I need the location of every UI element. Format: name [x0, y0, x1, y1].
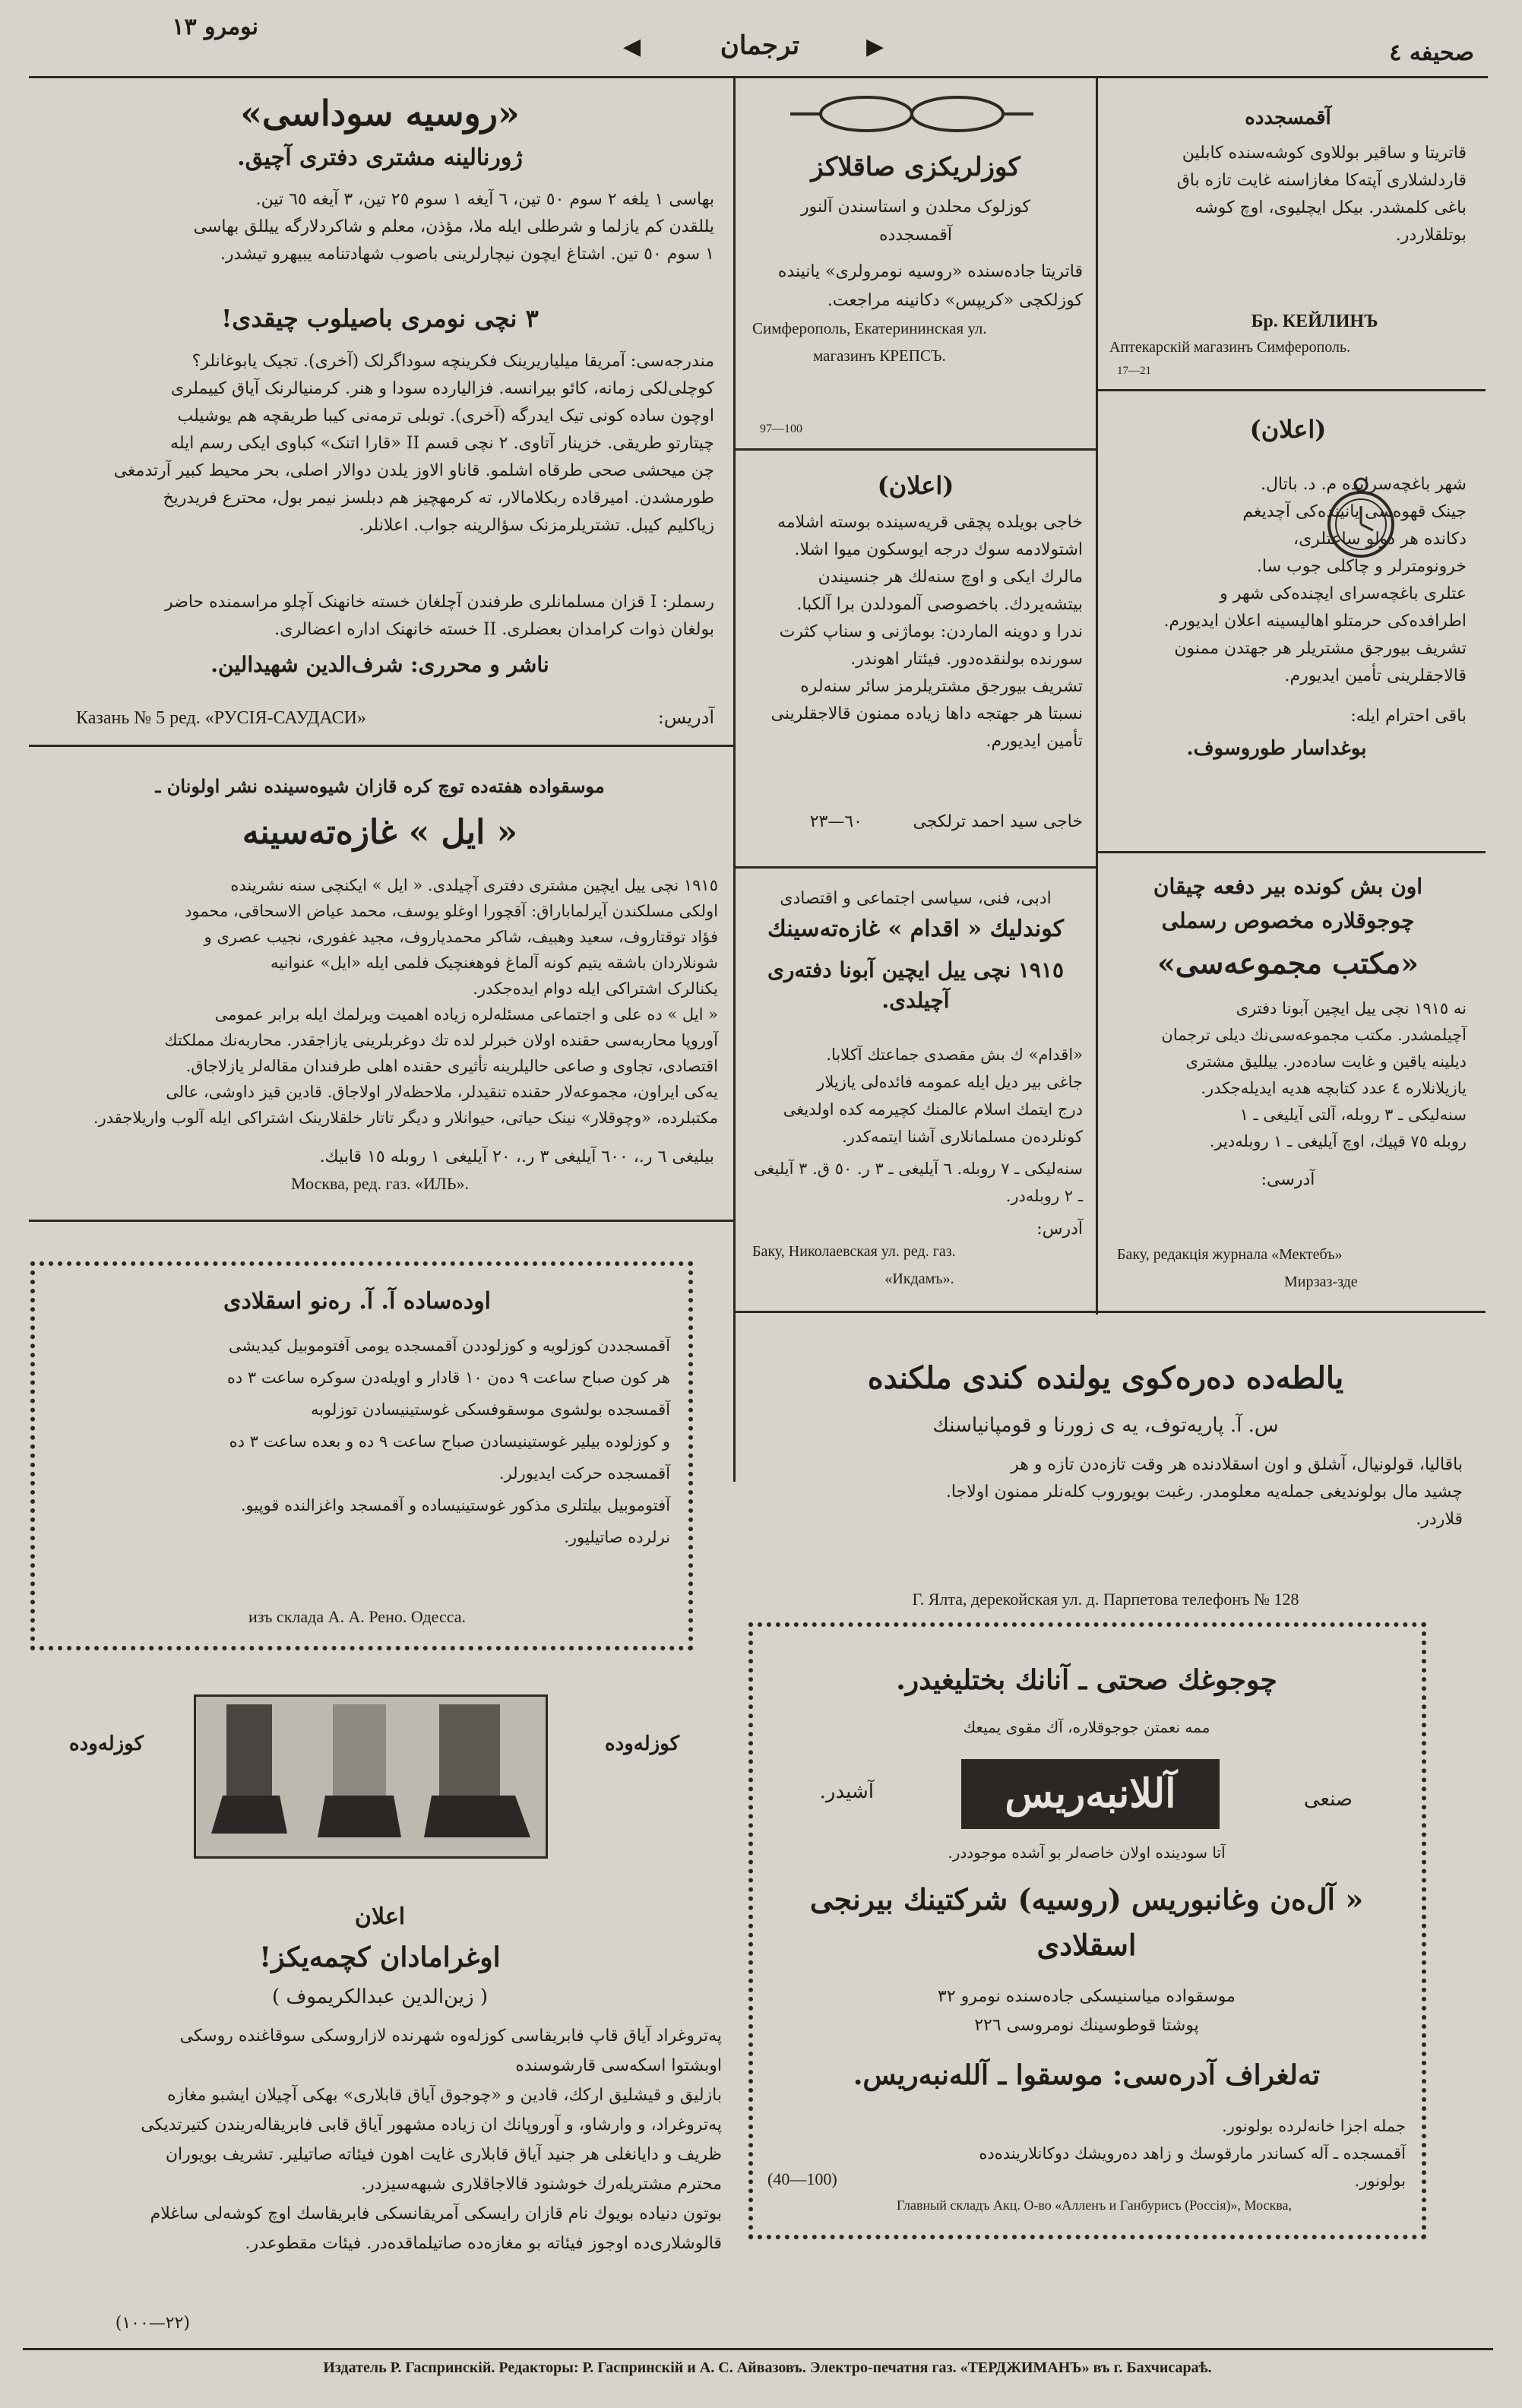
glasses-shop: магазинъ КРЕПСЪ. [813, 346, 946, 365]
glasses-title: کوزلریکزی صاقلاکز [811, 152, 1020, 182]
newspaper-name: ترجمان [720, 30, 800, 61]
section-rule [736, 1311, 1486, 1313]
allen-code: (40—100) [767, 2169, 837, 2188]
ornament-right: ▶ [866, 33, 884, 60]
section-rule [29, 745, 733, 747]
ilan-title: (اعلان) [1249, 415, 1327, 444]
rossiya-address-label: آدریس: [657, 707, 714, 728]
mektep-title: «مکتب مجموعه‌سی» [1157, 946, 1419, 980]
allen-title: چوجوغك صحتی ـ آنانك بختلیغیدر. [896, 1664, 1277, 1696]
section-rule [736, 448, 1096, 451]
il-body: ١٩١٥ نچی ییل ایچین مشتری دفتری آچیلدی. « ایل » ایکنچی سنه نشرینده اولکی مسلکندن آیرلماباراق: آقچورا اوغلو یوسف، محمد عیاض الاسحاقی، محمود فؤاد توقتاروف، سعید وهبیف، شاکر محمدیاروف، مجید غفوری، نجیب عصری و شونلاردان باشقه یتیم کونه آلماغ فوهغنچیک فلمی ایله «ایل» عنوانیه یکنالرک اشتراکی ایله دوام ایده‌جکدر. « ایل » ده علی و اجتماعی مسئله‌لره زیاده اهمیت ویرلمك ایله برابر عمومی آوروپا محاربه‌سی حقنده اولان خبرلر لده تك دوغربلرینی یازاجقدر. محاربه‌نك مملکتك اقتصادی، تجاوی ﻭ صاعی حالیلرینه تأثیری حقنده اهلی طرفندان مقاله‌لر یازلاجاق. یه‌کی ایراون، مجموعه‌لار حقنده تنقیدلر، ملاحظه‌لار اولاجاق. قادین قیز داوشی، عالی مکتبلرده، «وچوقلار» نینک حیاتی، حیوانلار و دیگر تاتار خلقلارینک اشتراکی ایله آلوب واریلاجقدر. [93, 876, 718, 1127]
shoes-label-left: کوزلەوده [69, 1732, 144, 1755]
iqdam-line: آچیلدی. [881, 988, 950, 1013]
section-rule [736, 866, 1096, 869]
mektep-address: Баку, редакція журнала «Мектебъ» [1117, 1246, 1343, 1263]
iqdam-price: سنه‌لیکی ـ ٧ روبله. ٦ آیلیغی ـ ٣ ر. ٥٠ ق. ٣ آیلیغی ـ ٢ روبله‌در. [753, 1160, 1083, 1205]
reno-body: آقمسجددن کوزلویه و کوزلوددن آقمسجده یومی آفتوموبیل کیدیشی هر کون صباح ساعت ٩ دەن ١٠ قادار و اویلەدن سوکرە ساعت ٣ دە آقمسجده بولشوی موسقوفسکی غوستینیسادن توزلوبه و کوزلوده بیلیر غوستینیسادن صباح ساعت ٩ دە و بعده ساعت ٣ دە آقمسجده حرکت ایدیورلر. آفتوموبیل بیلتلری مذکور غوستینیساده و آقمسجد واغزالنده قوپیو. نرلرده صاتیلیور. [226, 1337, 670, 1546]
allen-address: پوشتا قوطوسینك نومروسی ٢٢٦ [974, 2016, 1199, 2035]
shoes-body: پەتروغراد آیاق قاپ فابریقاسی کوزلەوە شهرنده لازاروسکی سوقاغنده روسکی اوبشتوا اسکه‌سی قارشوسنده بازلیق و قیشلیق ارکك، قادین و «چوجوق آیاق قابلاری» بهکی آچیلان ایشبو مغازه پەتروغراد، و وارشاو، و آوروپانك ان زیاده مشهور آیاق قابی فابریقاله‌ریندن کتیرتدیکی ظریف و دایانغلی هر جنید آیاق قابلاری غایت اهون فیئاته صاتیلیر. تشریف بویوران محترم مشتریلەرك خوشنود قالاجاقلاری شبهه‌سیزدر. بوتون دنیاده بویوك نام قازان رایسکی آمریقانسکی فابریقاسك اوچ کوشه‌لی ساغلام قالوشلاری‌ده اوجوز فیئاته بو مغازه‌ده صاتیلماقده‌در. فیئات مقطوعدر. [141, 2027, 722, 2253]
rossiya-address: Казань № 5 ред. «РУСІЯ-САУДАСИ» [76, 708, 366, 728]
reno-title: اوده‌ساده آ. آ. رەنو اسقلادی [223, 1288, 492, 1315]
mektep-body: نه ١٩١٥ نچی ییل ایچین آبونا دفتری آچیلمشدر. مکتب مجموعه‌سی‌نك دیلی ترجمان دیلینه یاقین و غایت ساده‌در. ییللیق مشتری یازیلانلاره ٤ عدد کتابچه هدیه ایدیله‌جکدر. سنه‌لیکی ـ ٣ روبله، آلتی آیلیغی ـ ١ روبله ٧٥ قپیك، اوچ آیلیغی ـ ١ روبله‌دیر. [1161, 999, 1467, 1150]
mektep-address-label: آدرسی: [1261, 1170, 1315, 1189]
il-title: « ایل » غازه‌ته‌سینه [242, 813, 518, 852]
ilan2-signature: خاجی سید احمد ترلکجی [913, 812, 1083, 831]
ilan1-closing: باقی احترام ایله: [1350, 707, 1467, 726]
mektep-name: Мирзаз-зде [1284, 1274, 1358, 1290]
ilan1-signature: بوغداسار طوروسوف. [1186, 737, 1367, 760]
beilin-title: آقمسجدده [1245, 106, 1331, 129]
column-rule [1096, 76, 1098, 1315]
reno-address: изъ склада А. А. Рено. Одесса. [248, 1607, 467, 1626]
section-rule [1098, 389, 1486, 391]
rossiya-pictures: رسملر: I قزان مسلمانلری طرفندن آچلغان خسته خانهنک آچلو مراسمنده حاضر بولغان ذوات کرامدان بعضلری. II خسته خانهنک اداره اعضالری. [165, 593, 714, 639]
allen-note: جمله اجزا خانه‌لرده بولونور. آقمسجده ـ آله کساندر مارقوسك و زاهد دەرویشك دوکانلارینده‌ده بولونور. [979, 2117, 1406, 2190]
il-price: بیلیغی ٦ ر.، ٦٠٠ آیلیغی ٣ ر.، ٢٠ آیلیغی ١ روبله ١٥ قابیك. [319, 1147, 714, 1166]
yalta-title: یالطه‌ده دەرەکوی یولنده کندی ملکنده [867, 1360, 1344, 1396]
column-rule [733, 76, 736, 1482]
glasses-line: کوزلکچی «کریپس» دکانینه مراجعت. [827, 291, 1083, 310]
mektep-line: چوجوقلاره مخصوص رسملی [1161, 908, 1415, 933]
ilan2-body: خاجی بویلده پچقی قریه‌سینده بوسته اشلامه اشتولادمه سوك درجه ایوسکون میوا اشلا. مالرك ایکی و اوچ سنه‌لك هر جنسیندن بیتشه‌یردك. باخصوصی آلمودلدن برا آلکبا. ندرا و دوینه الماردن: بوماژنی و سناپ کثرت سورنده بولنقده‌دور. فیئتار اهوندر. تشریف بیورجق مشتریلرمز سائر سنه‌لره نسبتا هر جهتجه داها زیاده ممنون قالاجقلرینی تأمین ایدیورم. [770, 513, 1083, 751]
ornament-left: ◀ [623, 33, 641, 60]
iqdam-body: «اقدام» ك بش مقصدی جماعتك آكلابا. جاغی بیر دیل ایله عمومه فائده‌لی یازیلار درج ایتمك اسلام عالمنك کچیرمه کده اولدیغی کونلرده‌ن مسلمانلاری آشنا ایتمه‌کدر. [783, 1046, 1083, 1146]
allen-right-word: آشیدر. [819, 1780, 874, 1803]
glasses-line: کوزلوک محلدن و استاسندن آلنور [801, 198, 1030, 217]
glasses-line: قاتریتا جاده‌سنده «روسیه نومرولری» یانینده [777, 262, 1083, 281]
beilin-body: قاتریتا و ساقیر بوللاوی کوشه‌سنده کابلین قاردلشلاری آپته‌کا مغازاسنه غایت تازه باق باغی کلمشدر. بیکل ایچلیوی، اوچ کوشه بوتلقلاردر. [1176, 144, 1467, 245]
iqdam-address-label: آدرس: [1036, 1220, 1083, 1239]
yalta-address: Г. Ялта, дерекойская ул. д. Парпетова телефонъ № 128 [912, 1590, 1299, 1609]
shoes-illustration [194, 1694, 548, 1859]
allen-telegraph: ته‌لغراف آدره‌سی: موسقوا ـ آلله‌نبه‌ریس. [853, 2059, 1321, 2091]
ilan2-title: (اعلان) [877, 471, 954, 500]
ilan2-code: ٦٠—٢٣ [809, 812, 862, 831]
shoes-label-right: کوزلەوده [605, 1732, 679, 1755]
footer-rule [23, 2348, 1493, 2350]
il-intro: موسقواده هفته‌ده توچ کره قازان شیوه‌سینده نشر اولونان ـ [155, 775, 605, 797]
allen-logo [961, 1759, 1220, 1829]
section-rule [1098, 851, 1486, 853]
allen-warehouse: Главный складъ Акц. О-во «Алленъ и Ганбурисъ (Россія)», Москва, [896, 2198, 1293, 2213]
page-number: صحیفه ٤ [1389, 40, 1474, 66]
mektep-line: اون بش کونده بیر دفعه چیقان [1153, 874, 1423, 899]
glasses-code: 97—100 [760, 422, 802, 435]
allen-company: « آل‌ه‌ن وغانبوریس (روسیه) شرکتینك بیرنجی اسقلادی [809, 1882, 1364, 1962]
footer-imprint: Издатель Р. Гаспринскій. Редакторы: Р. Гаспринскій и А. С. Айвазовъ. Электро-печатня газ. «ТЕРДЖИМАНЪ» въ г. Бахчисараѣ. [323, 2359, 1212, 2376]
rossiya-contents: مندرجه‌سی: آمریقا میلیاریرینک فکرینچه سوداگرلک (آخری). تجیک یابوغانلر؟ کوچلی‌لکی زمانه، کائو بیرانسه. فزالیارده سودا و هنر. کرمنیالرنک آیاق کییملری اوچون ساده کونی تیک ایدرگه (آخری). توبلی ترمه‌نی کیبا طریقچه هم یوشیلب چیتارتو طریقی. خزینار آتاوی. ٢ نچی قسم II «قارا اتنک» کباوی ایکی رسم ایله چن میحشی صحی طرقاه اشلمو. قاناو الاوز یلدن دوالار اصلی، بحر محیط کبیر آرتدمغی طورمشدن. امیرقاده ربکلامالار، ته کرمهچیز هم دبلسز نیمر بول، محترع فریدریخ زیاکلیم کیبل. تشتریلرمزنک سؤالرینه جواب. اعلانلر. [113, 352, 714, 535]
yalta-line: س. آ. پاریەتوف، یه ی زورنا و قومپانیاسنك [932, 1414, 1279, 1437]
shoes-title: اعلان [354, 1903, 406, 1930]
il-address: Москва, ред. газ. «ИЛЬ». [291, 1174, 469, 1193]
rossiya-publisher: ناشر و محرری: شرف‌الدین شهیدالین. [210, 652, 549, 677]
shoes-code: (٢٢—١٠٠) [115, 2314, 190, 2333]
section-rule [29, 1220, 733, 1222]
yalta-body: باقالیا، قولونیال، آشلق و اون اسقلادنده هر وقت تازه‌دن تازه و هر چشید مال بولوندیغی جمله‌یه معلومدر. رغبت بویوروب کله‌نلر ممنون اولاجا. قلاردر. [945, 1455, 1463, 1529]
allen-logo-text: آللانبەریس [1005, 1770, 1176, 1817]
rossiya-price: بهاسی ١ یلغه ٢ سوم ٥٠ تین، ٦ آیغه ١ سوم ٢٥ تین، ٣ آیغه ٦٥ تین. یللقدن کم یازلما و شرطلی ایله ملا، مؤذن، معلم و شاکردلارگه ییللق بهاسی ١ سوم ٥٠ تین. اشتاغ ایچون نیچارلرینی باصوب شهادتنامه یبیهرو تیشدر. [193, 190, 714, 264]
iqdam-line: ادبی، فنی، سیاسی اجتماعی و اقتصادی [780, 889, 1052, 908]
allen-line: ممه نعمتن جوجوقلاره، آك مقوی یمیعك [963, 1718, 1210, 1736]
beilin-address: Аптекарскій магазинъ Симферополь. [1109, 339, 1351, 356]
beilin-code: 17—21 [1117, 365, 1151, 377]
iqdam-name: «Икдамъ». [884, 1270, 954, 1287]
allen-line: آتا سودینده اولان خاصه‌لر بو آشده موجوددر. [948, 1843, 1226, 1862]
shoes-name: ( زین‌الدین عبدالکریموف ) [272, 1986, 488, 2008]
rossiya-issue: ٣ نچی نومری باصیلوب چیقدی! [221, 304, 539, 333]
allen-left-word: صنعی [1303, 1788, 1353, 1811]
ilan1-body: شهر باغچه‌سرایده م. د. باتال. جینک قهوه‌سی یانینده‌کی آچدیغم دکانده هر دولو ساعتلری، خرونومترلر و چاکلی جوب سا. عتلری باغچه‌سرای ایچنده‌کی شهر و اطرافده‌کی حرمتلو اهالیسینه اعلان ایدیورم. تشریف بیورجق مشتریلر هر جهتدن ممنون قالاجقلرینی تأمین ایدیورم. [1163, 475, 1467, 685]
rossiya-subtitle: ژورنالینه مشتری دفتری آچیق. [237, 144, 523, 171]
issue-number: نومرو ١٣ [172, 14, 258, 40]
glasses-address: Симферополь, Екатерининская ул. [752, 319, 987, 337]
beilin-company: Бр. КЕЙЛИНЪ [1251, 312, 1378, 331]
shoes-subtitle: اوغرامادان کچمەیکز! [259, 1941, 501, 1973]
iqdam-line: ١٩١٥ نچی ییل ایچین آبونا دفته‌ری [767, 957, 1065, 983]
masthead-rule [29, 76, 1488, 78]
allen-address: موسقواده میاسنیسکی جاده‌سنده نومرو ٣٢ [938, 1987, 1236, 2006]
iqdam-address: Баку, Николаевская ул. ред. газ. [752, 1243, 956, 1260]
rossiya-title: «روسیه سوداسی» [240, 93, 520, 134]
glasses-line: آقمسجدده [878, 226, 953, 245]
iqdam-title: کوندلیك « اقدام » غازه‌ته‌سینك [767, 916, 1064, 942]
glasses-illustration [790, 91, 1033, 137]
